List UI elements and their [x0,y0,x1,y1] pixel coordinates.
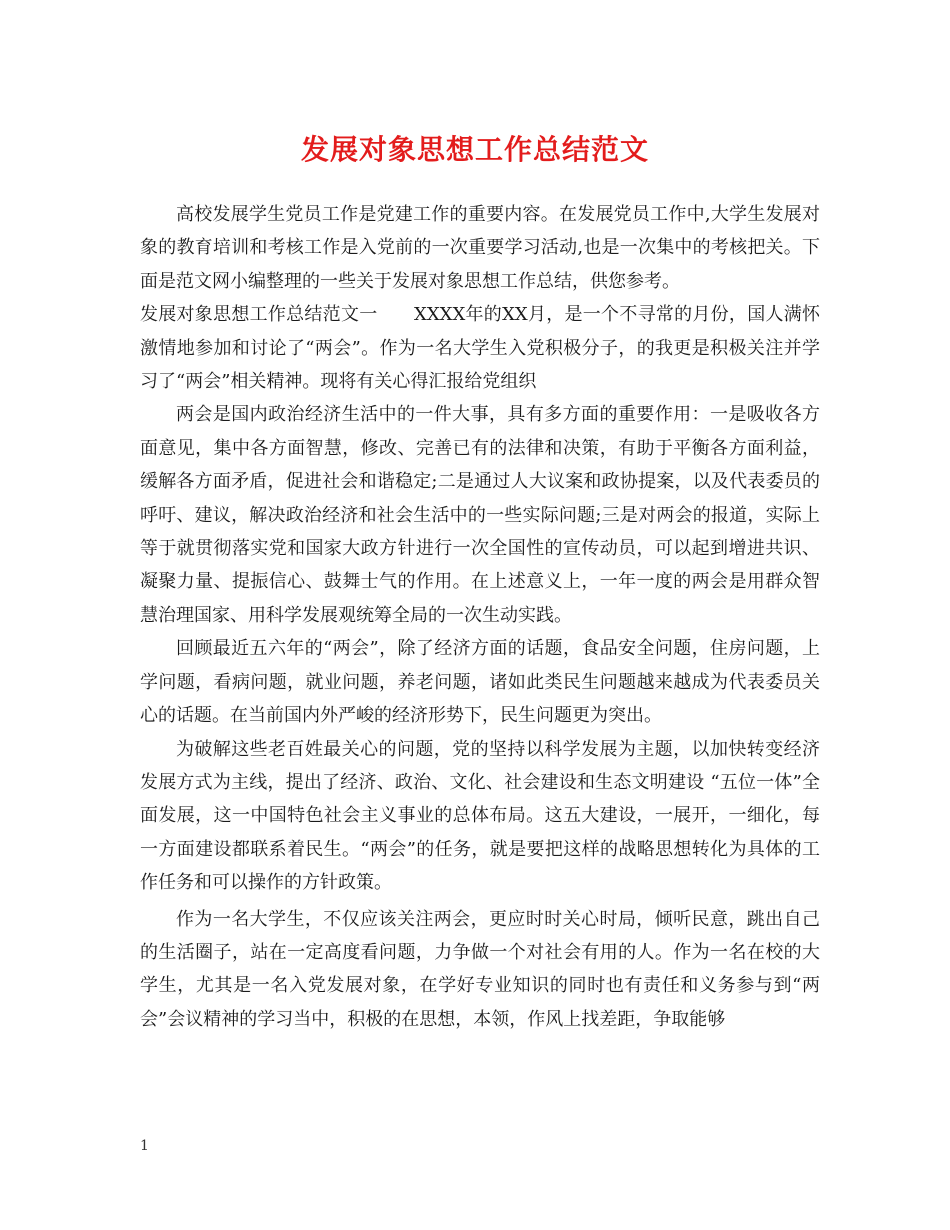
paragraph-two-sessions: 两会是国内政治经济生活中的一件大事，具有多方面的重要作用：一是吸收各方面意见，集中各方面智慧，修改、完善已有的法律和决策，有助于平衡各方面利益，缓解各方面矛盾，促进社会和谐稳定;二是通过人大议案和政协提案，以及代表委员的呼吁、建议，解决政治经济和社会生活中的一些实际问题;三是对两会的报道，实际上等于就贯彻落实党和国家大政方针进行一次全国性的宣传动员，可以起到增进共识、凝聚力量、提振信心、鼓舞士气的作用。在上述意义上，一年一度的两会是用群众智慧治理国家、用科学发展观统筹全局的一次生动实践。 [140,404,820,626]
paragraph-solution: 为破解这些老百姓最关心的问题，党的坚持以科学发展为主题，以加快转变经济发展方式为主线，提出了经济、政治、文化、社会建设和生态文明建设 “五位一体”全面发展，这一中国特色社会主义事业的总体布局。这五大建设，一展开，一细化，每一方面建设都联系着民生。“两会”的任务，就是要把这样的战略思想转化为具体的工作任务和可以操作的方针政策。 [140,738,820,894]
paragraph-section-one: 发展对象思想工作总结范文一 XXXX年的XX月，是一个不寻常的月份，国人满怀激情地参加和讨论了“两会”。作为一名大学生入党积极分子，的我更是积极关注并学习了“两会”相关精神。现将有关心得汇报给党组织 [140,304,820,393]
document-body [140,198,820,1036]
paragraph-intro: 高校发展学生党员工作是党建工作的重要内容。在发展党员工作中,大学生发展对象的教育培训和考核工作是入党前的一次重要学习活动,也是一次集中的考核把关。下面是范文网小编整理的一些关于发展对象思想工作总结，供您参考。 [140,204,820,292]
document-title: 发展对象思想工作总结范文 [300,133,649,166]
page-number: 1 [140,1138,149,1154]
paragraph-student-role: 作为一名大学生，不仅应该关注两会，更应时时关心时局，倾听民意，跳出自己的生活圈子，站在一定高度看问题，力争做一个对社会有用的人。作为一名在校的大学生，尤其是一名入党发展对象，在学好专业知识的同时也有责任和义务参与到“两会”会议精神的学习当中，积极的在思想，本领，作风上找差距，争取能够 [140,908,820,1030]
paragraph-review: 回顾最近五六年的“两会”，除了经济方面的话题，食品安全问题，住房问题，上学问题，看病问题，就业问题，养老问题，诸如此类民生问题越来越成为代表委员关心的话题。在当前国内外严峻的经济形势下，民生问题更为突出。 [140,638,820,727]
